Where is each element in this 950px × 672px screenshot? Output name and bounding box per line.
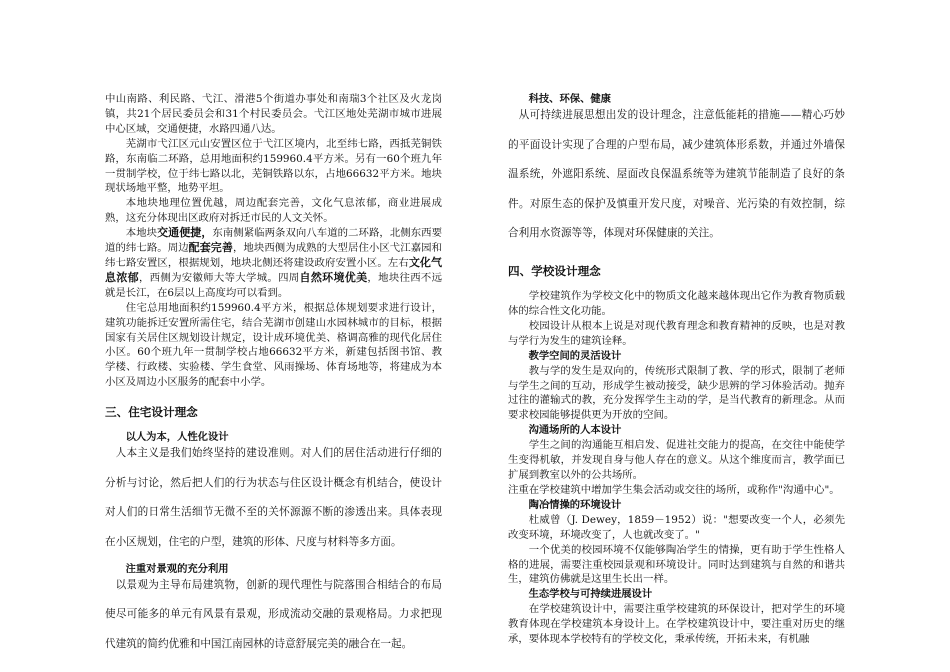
paragraph: 学校建筑作为学校文化中的物质文化越来越体现出它作为教育物质载体的综合性文化功能。 (508, 289, 845, 317)
text-run: ，西侧为安徽师大等大学城。四周 (138, 271, 300, 284)
bold-phrase: 交通便捷， (157, 226, 213, 240)
paragraph: 本地块地理位置优越，周边配套完善，文化气息浓郁，商业进展成熟，这充分体现出区政府对拆迁市民的人文关怀。 (105, 197, 442, 225)
section-heading: 三、住宅设计理念 (105, 405, 198, 420)
paragraph: 以景观为主导布局建筑物，创新的现代理性与院落围合相结合的布局使尽可能多的单元有风景有景观，形成流动交融的景观格局。力求把现代建筑的简约优雅和中国江南园林的诗意舒展完美的融合在一起。 (105, 578, 442, 650)
paragraph (105, 226, 442, 301)
paragraph: 在学校建筑设计中，需要注重学校建筑的环保设计，把对学生的环境教育体现在学校建筑本身设计上。在学校建筑设计中，要注重对历史的继承，要体现本学校特有的学校文化，秉承传统，开拓未来，有机融 (508, 603, 845, 646)
left-column (105, 92, 442, 659)
text-run: 东南侧紧临两条双向八车道的二环路，北侧东西要道的纬七路。周边 (105, 227, 443, 255)
paragraph: 杜威曾（J. Dewey，1859－1952）说："想要改变一个人，必须先改变环境，环境改变了，人也就改变了。" (508, 513, 845, 541)
paragraph: 中山南路、利民路、弋江、滑港5个街道办事处和南瑞3个社区及火龙岗镇，共21个居民委员会和31个村民委员会。弋江区地处芜湖市城市进展中心区域，交通便捷，水路四通八达。 (105, 93, 442, 135)
paragraph: 教与学的发生是双向的，传统形式限制了教、学的形式，限制了老师与学生之间的互动，形成学生被动接受，缺少思辨的学习体验活动。抛弃过往的灌输式的教，充分发挥学生主动的学，是当代教育的新理念。从而要求校园能够提供更为开放的空间。 (508, 364, 845, 422)
bold-phrase: 文化气息浓郁 (105, 255, 443, 284)
subheading: 生态学校与可持续进展设计 (528, 588, 653, 601)
paragraph: 从可持续进展思想出发的设计理念，注意低能耗的措施——精心巧妙的平面设计实现了合理的户型布局，减少建筑体形系数，并通过外墙保温系统，外遮阳系统、屋面改良保温系统等为建筑节能制造了良好的条件。对原生态的保护及慎重开发尺度，对噪音、光污染的有效控制，综合利用水资源等等，体现对环保健康的关注。 (508, 109, 845, 240)
paragraph: 校园设计从根本上说是对现代教育理念和教育精神的反映，也是对教与学行为发生的建筑诠释。 (508, 319, 845, 347)
paragraph: 住宅总用地面积约159960.4平方米，根据总体规划要求进行设计，建筑功能拆迁安置所需住宅，结合芜湖市创建山水园林城市的目标，根据国家有关居住区规划设计规定，设计成环境优美、格调高雅的现代化居住小区。60个班九年一贯制学校占地66632平方米，新建包括图书馆、教学楼、行政楼、实验楼、学生食堂、风雨操场、体育场地等，将建成为本小区及周边小区服务的配套中小学。 (105, 301, 442, 389)
paragraph: 芜湖市弋江区元山安置区位于弋江区境内，北至纬七路，西抵芜铜铁路，东南临二环路，总用地面积约159960.4平方米。另有一60个班九年一贯制学校，位于纬七路以北，芜铜铁路以东，占地66632平方米。地块现状场地平整，地势平坦。 (105, 137, 442, 195)
paragraph: 学生之间的沟通能互相启发、促进社交能力的提高，在交往中能使学生变得机敏，并发现自身与他人存在的意义。从这个维度而言，教学面已扩展到教室以外的公共场所。 (508, 439, 845, 482)
text-run: ，地块西侧为成熟的大型居住小区弋江嘉园和纬七路安置区，根据规划，地块北侧还将建设政府安置小区。左右 (105, 242, 443, 269)
subheading: 科技、环保、健康 (528, 93, 611, 105)
paragraph: 注重在学校建筑中增加学生集会活动或交往的场所，或称作"沟通中心"。 (508, 483, 840, 496)
subheading: 陶冶情操的环境设计 (528, 498, 622, 511)
bold-phrase: 自然环境优美 (299, 270, 368, 284)
bold-phrase: 配套完善 (188, 241, 233, 255)
section-heading: 四、学校设计理念 (508, 263, 601, 278)
text-run: 本地块 (125, 227, 158, 240)
subheading: 注重对景观的充分利用 (125, 562, 229, 575)
paragraph: 一个优美的校园环境不仅能够陶冶学生的情操，更有助于学生性格人格的进展，需要注重校园景观和环境设计。同时达到建筑与自然的和谐共生，建筑仿佛就是这里生长出一样。 (508, 543, 845, 586)
subheading: 沟通场所的人本设计 (528, 424, 622, 437)
paragraph: 人本主义是我们始终坚持的建设准则。对人们的居住活动进行仔细的分析与讨论，然后把人们的行为状态与住区设计概念有机结合，使设计对人们的日常生活细节无微不至的关怀源源不断的渗透出来。具体表现在小区规划，住宅的户型，建筑的形体、尺度与材料等多方面。 (105, 447, 442, 548)
subheading: 以人为本，人性化设计 (125, 431, 229, 444)
text-run: ，地块往西不远就是长江，在6层以上高度均可以看到。 (105, 271, 443, 299)
subheading: 教学空间的灵活设计 (528, 349, 622, 362)
right-column (508, 92, 845, 647)
